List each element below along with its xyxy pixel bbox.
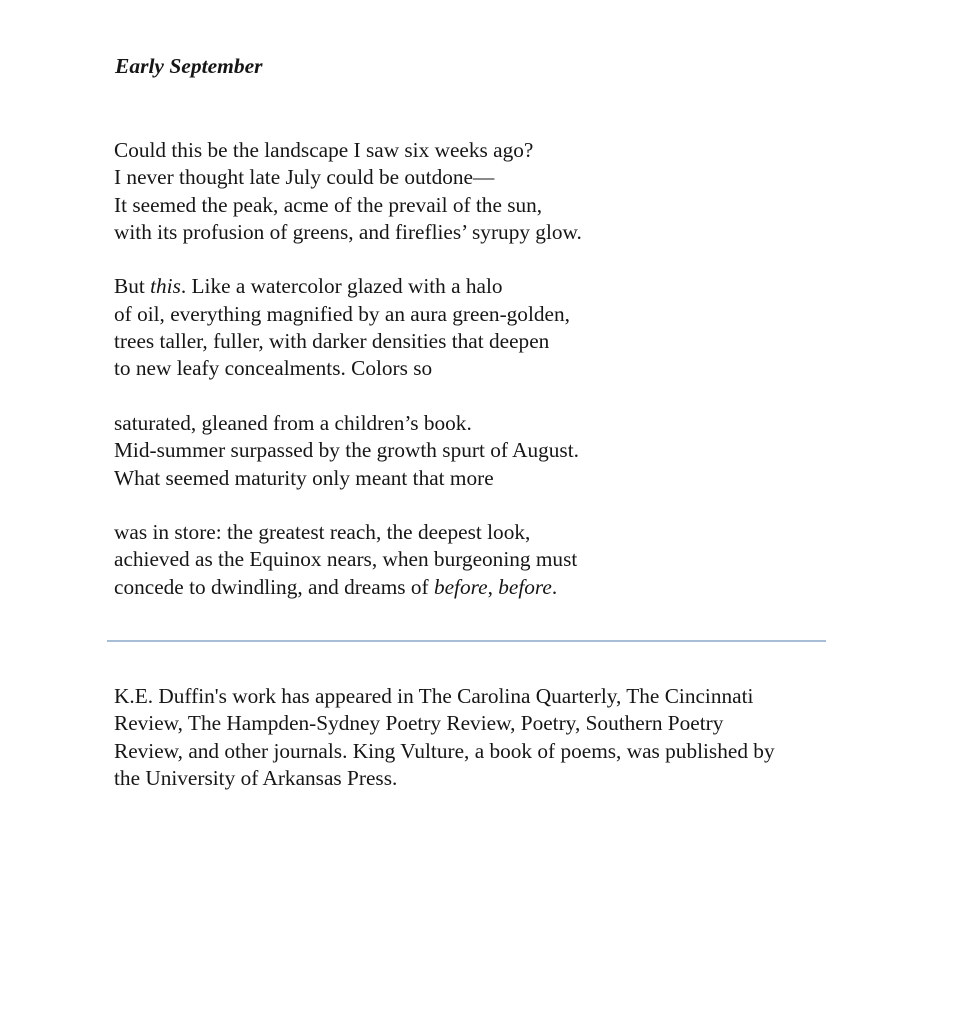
bio-paragraph xyxy=(114,683,775,792)
poem-text-segment: . xyxy=(551,574,558,599)
poem-stanza xyxy=(114,410,582,492)
poem-line xyxy=(114,301,582,328)
poem-text-segment: of oil, everything magnified by an aura green-golden, xyxy=(114,301,570,326)
poem-text-segment: It seemed the peak, acme of the prevail of the sun, xyxy=(114,192,543,217)
poem-text-segment: concede to dwindling, and dreams of xyxy=(114,574,434,599)
poem-text-segment: saturated, gleaned from a children’s book. xyxy=(114,410,472,435)
poem-text-segment: Mid-summer surpassed by the growth spurt of August. xyxy=(114,438,579,463)
section-divider xyxy=(107,640,826,642)
poem-line xyxy=(114,519,582,546)
poem-stanza xyxy=(114,519,582,601)
poem-stanza xyxy=(114,273,582,382)
poem-line xyxy=(114,437,582,464)
poem-line xyxy=(114,137,582,164)
poem-title: Early September xyxy=(115,54,263,78)
poem-text-segment: I never thought late July could be outdone— xyxy=(114,165,495,190)
poem-text-segment: with its profusion of greens, and fireflies’ syrupy glow. xyxy=(114,219,582,244)
poem-line xyxy=(114,164,582,191)
poem-text-segment: achieved as the Equinox nears, when burgeoning must xyxy=(114,547,578,572)
poem-text-segment: . Like a watercolor glazed with a halo xyxy=(180,274,503,299)
poem-line xyxy=(114,410,582,437)
poem-line xyxy=(114,574,582,601)
poem-line xyxy=(114,355,582,382)
bio-line: the University of Arkansas Press. xyxy=(114,765,398,790)
poem-line xyxy=(114,328,582,355)
poem-italic-segment: before xyxy=(433,574,488,599)
poem-text-segment: trees taller, fuller, with darker densities that deepen xyxy=(114,329,550,354)
poem-line xyxy=(114,192,582,219)
poem-text-segment: , xyxy=(487,574,499,599)
poem-stanza xyxy=(114,137,582,246)
poem-italic-segment: before xyxy=(498,574,552,599)
bio-line: Review, The Hampden-Sydney Poetry Review, Poetry, Southern Poetry xyxy=(114,711,724,736)
poem-italic-segment: this xyxy=(150,274,181,299)
poem-text-segment: What seemed maturity only meant that more xyxy=(114,465,494,490)
poem-text-segment: to new leafy concealments. Colors so xyxy=(114,356,433,381)
bio-line: Review, and other journals. King Vulture, a book of poems, was published by xyxy=(114,738,775,763)
poem-line xyxy=(114,273,582,300)
poem-text-segment: Could this be the landscape I saw six weeks ago? xyxy=(114,138,534,162)
bio-line: K.E. Duffin's work has appeared in The Carolina Quarterly, The Cincinnati xyxy=(114,684,754,708)
poem-stanzas xyxy=(114,137,582,628)
poem-text-segment: was in store: the greatest reach, the deepest look, xyxy=(114,520,531,545)
poem-line xyxy=(114,546,582,573)
poem-line xyxy=(114,465,582,492)
poem-text-segment: But xyxy=(114,274,151,299)
poem-line xyxy=(114,219,582,246)
